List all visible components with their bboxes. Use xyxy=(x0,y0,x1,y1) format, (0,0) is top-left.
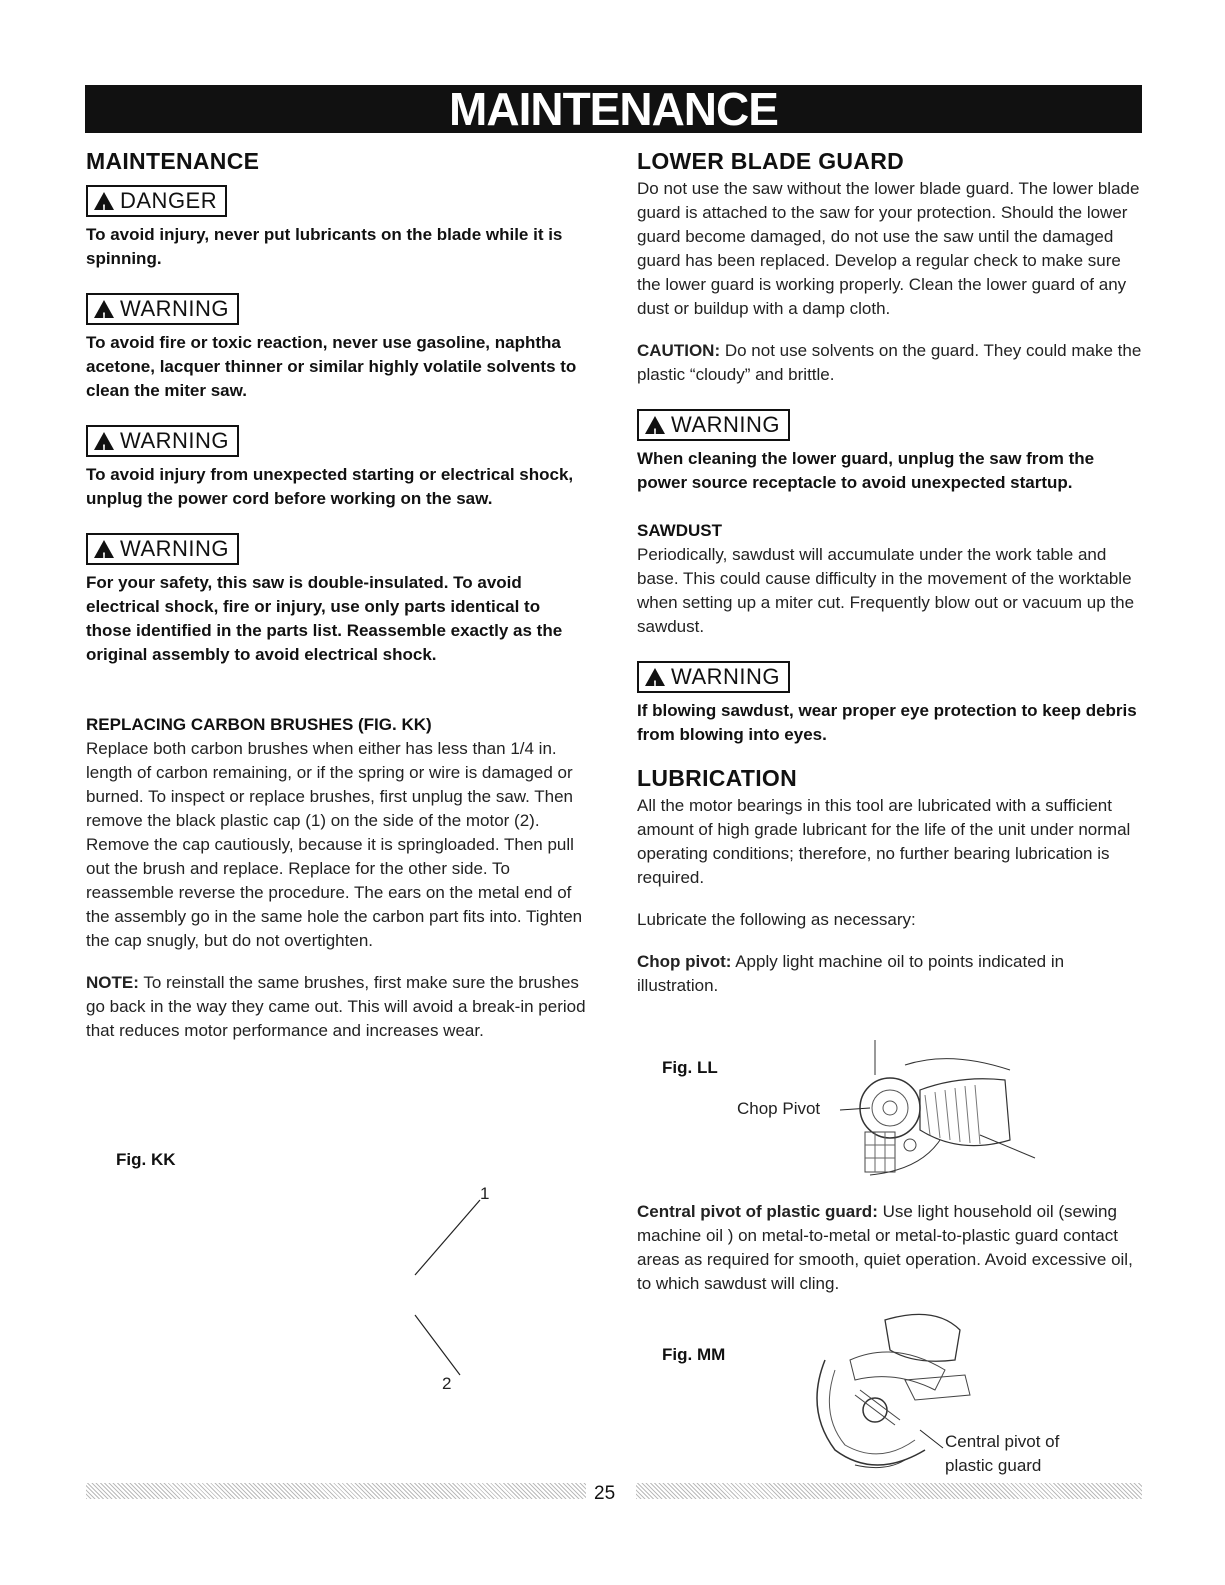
brushes-heading: REPLACING CARBON BRUSHES (FIG. KK) xyxy=(86,715,432,734)
warning-triangle-icon: ! xyxy=(94,540,114,558)
warning-label: ! WARNING xyxy=(86,293,239,325)
warning-triangle-icon: ! xyxy=(645,416,665,434)
callout-2: 2 xyxy=(442,1374,452,1393)
left-column xyxy=(86,148,586,1061)
warning-triangle-icon: ! xyxy=(645,668,665,686)
warning-triangle-icon: ! xyxy=(94,192,114,210)
note-paragraph: NOTE: To reinstall the same brushes, first make sure the brushes go back in the way they came out. This will avoid a break-in period that reduces motor performance and increases wear. xyxy=(86,973,586,1040)
warning-text-5: If blowing sawdust, wear proper eye protection to keep debris from blowing into eyes. xyxy=(637,701,1137,744)
page-banner: MAINTENANCE xyxy=(85,85,1142,133)
right-column xyxy=(637,148,1142,1016)
lubricate-list-intro: Lubricate the following as necessary: xyxy=(637,910,916,929)
maintenance-heading: MAINTENANCE xyxy=(86,148,260,174)
warning-text-2: To avoid injury from unexpected starting or electrical shock, unplug the power cord before working on the saw. xyxy=(86,465,574,508)
chop-pivot-label: Chop pivot: xyxy=(637,952,732,971)
fig-ll-label: Fig. LL xyxy=(662,1058,718,1077)
page-number: 25 xyxy=(594,1483,616,1504)
central-pivot-paragraph: Central pivot of plastic guard: Use light household oil (sewing machine oil ) on metal-to-metal or metal-to-plastic guard contact areas as required for smooth, quiet operation. Avoid excessive oil, to which sawdust will cling. xyxy=(637,1202,1133,1293)
warning-text-4: When cleaning the lower guard, unplug the saw from the power source receptacle to avoid unexpected startup. xyxy=(637,449,1095,492)
warning-label: ! WARNING xyxy=(637,409,790,441)
chop-pivot-paragraph: Chop pivot: Apply light machine oil to points indicated in illustration. xyxy=(637,952,1065,995)
sawdust-heading: SAWDUST xyxy=(637,521,722,540)
caution-paragraph: CAUTION: Do not use solvents on the guard. They could make the plastic “cloudy” and brittle. xyxy=(637,341,1142,384)
brushes-text: Replace both carbon brushes when either has less than 1/4 in. length of carbon remaining, or if the spring or wire is damaged or burned. To inspect or replace brushes, first unplug the saw. Then remove the black plastic cap (1) on the side of the motor (2). Remove the cap cautiously, because it is springloaded. Then pull out the brush and replace. Replace for the other side. To reassemble reverse the procedure. The ears on the metal end of the assembly go in the same hole the carbon part fits into. Tighten the cap snugly, but do not overtighten. xyxy=(86,739,583,950)
fig-mm-label: Fig. MM xyxy=(662,1345,726,1364)
lubrication-heading: LUBRICATION xyxy=(637,765,798,791)
warning-text-1: To avoid fire or toxic reaction, never use gasoline, naphtha acetone, lacquer thinner or similar highly volatile solvents to clean the miter saw. xyxy=(86,333,577,400)
danger-text: To avoid injury, never put lubricants on the blade while it is spinning. xyxy=(86,225,563,268)
danger-label: ! DANGER xyxy=(86,185,227,217)
fig-kk-illustration xyxy=(380,1180,500,1400)
lower-blade-guard-heading: LOWER BLADE GUARD xyxy=(637,148,905,174)
warning-triangle-icon: ! xyxy=(94,432,114,450)
callout-1: 1 xyxy=(480,1184,490,1203)
warning-triangle-icon: ! xyxy=(94,300,114,318)
warning-text-3: For your safety, this saw is double-insulated. To avoid electrical shock, fire or injury, use only parts identical to those identified in the parts list. Reassemble exactly as the original assembly to avoid electrical shock. xyxy=(86,573,563,664)
guard-text: Do not use the saw without the lower blade guard. The lower blade guard is attached to the saw for your protection. Should the lower guard become damaged, do not use the saw until the damaged guard has been replaced. Develop a regular check to make sure the lower guard is working properly. Clean the lower guard of any dust or buildup with a damp cloth. xyxy=(637,179,1140,318)
chop-pivot-callout: Chop Pivot xyxy=(737,1099,821,1118)
caution-label: CAUTION: xyxy=(637,341,721,360)
footer-rule-right xyxy=(636,1483,1142,1499)
fig-kk-label: Fig. KK xyxy=(116,1150,176,1169)
footer-rule-left xyxy=(86,1483,586,1499)
fig-ll-illustration xyxy=(830,1040,1040,1180)
central-pivot-label: Central pivot of plastic guard: xyxy=(637,1202,878,1221)
central-pivot-callout: Central pivot of plastic guard xyxy=(945,1432,1060,1475)
warning-label: ! WARNING xyxy=(86,533,239,565)
note-label: NOTE: xyxy=(86,973,139,992)
warning-label: ! WARNING xyxy=(637,661,790,693)
sawdust-text: Periodically, sawdust will accumulate under the work table and base. This could cause difficulty in the movement of the worktable when setting up a miter cut. Frequently blow out or vacuum up the sawdust. xyxy=(637,545,1135,636)
lubrication-text: All the motor bearings in this tool are lubricated with a sufficient amount of high grade lubricant for the life of the unit under normal operating conditions; therefore, no further bearing lubrication is required. xyxy=(637,796,1131,887)
warning-label: ! WARNING xyxy=(86,425,239,457)
